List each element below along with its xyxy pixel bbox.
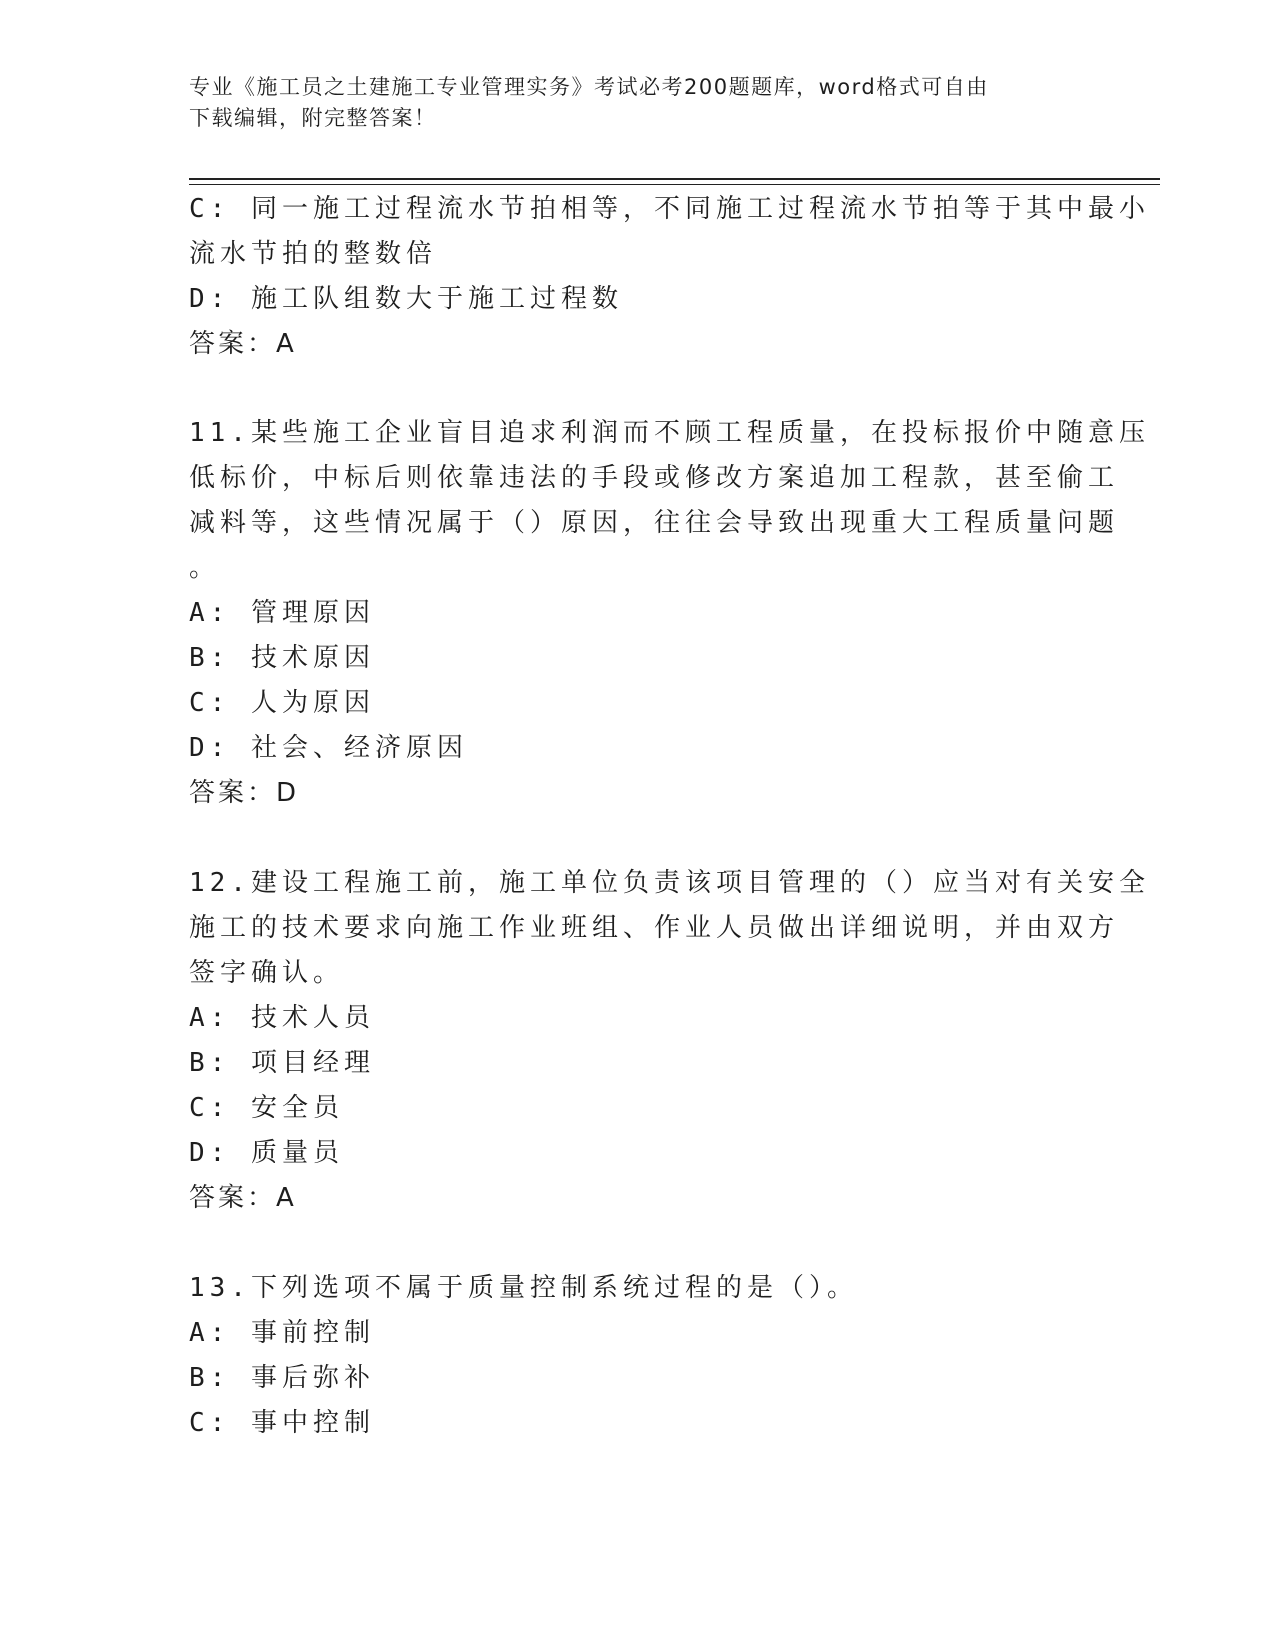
q11-option-a: A: 管理原因	[189, 598, 375, 628]
q12-option-d: D: 质量员	[189, 1138, 344, 1168]
q12-line-1: 12.建设工程施工前，施工单位负责该项目管理的（）应当对有关安全	[189, 868, 1150, 898]
q12-answer: 答案：A	[189, 1183, 297, 1213]
q11-option-b: B: 技术原因	[189, 643, 375, 673]
header-line-2: 下载编辑，附完整答案！	[189, 106, 437, 130]
header-divider-thin	[189, 184, 1160, 185]
q12-option-b: B: 项目经理	[189, 1048, 375, 1078]
header-divider-thick	[189, 178, 1160, 180]
q12-option-c: C: 安全员	[189, 1093, 344, 1123]
prev-option-d: D: 施工队组数大于施工过程数	[189, 284, 623, 314]
document-header	[189, 72, 1089, 134]
q12-line-2: 施工的技术要求向施工作业班组、作业人员做出详细说明，并由双方	[189, 913, 1120, 943]
header-line-1: 专业《施工员之土建施工专业管理实务》考试必考200题题库，word格式可自由	[189, 75, 989, 99]
q13-option-c: C: 事中控制	[189, 1408, 375, 1438]
prev-option-c-line-1: C: 同一施工过程流水节拍相等，不同施工过程流水节拍等于其中最小	[189, 194, 1150, 224]
q12-option-a: A: 技术人员	[189, 1003, 375, 1033]
q11-answer: 答案：D	[189, 778, 300, 808]
q13-option-b: B: 事后弥补	[189, 1363, 375, 1393]
q11-line-4: 。	[189, 553, 221, 583]
q11-line-3: 减料等，这些情况属于（）原因，往往会导致出现重大工程质量问题	[189, 508, 1120, 538]
q11-option-c: C: 人为原因	[189, 688, 375, 718]
prev-option-c-line-2: 流水节拍的整数倍	[189, 239, 438, 269]
q11-line-2: 低标价，中标后则依靠违法的手段或修改方案追加工程款，甚至偷工	[189, 463, 1120, 493]
q13-option-a: A: 事前控制	[189, 1318, 375, 1348]
q11-line-1: 11.某些施工企业盲目追求利润而不顾工程质量，在投标报价中随意压	[189, 418, 1150, 448]
q13-line-1: 13.下列选项不属于质量控制系统过程的是（）。	[189, 1273, 858, 1303]
q12-line-3: 签字确认。	[189, 958, 345, 988]
q11-option-d: D: 社会、经济原因	[189, 733, 468, 763]
prev-answer: 答案：A	[189, 329, 297, 359]
